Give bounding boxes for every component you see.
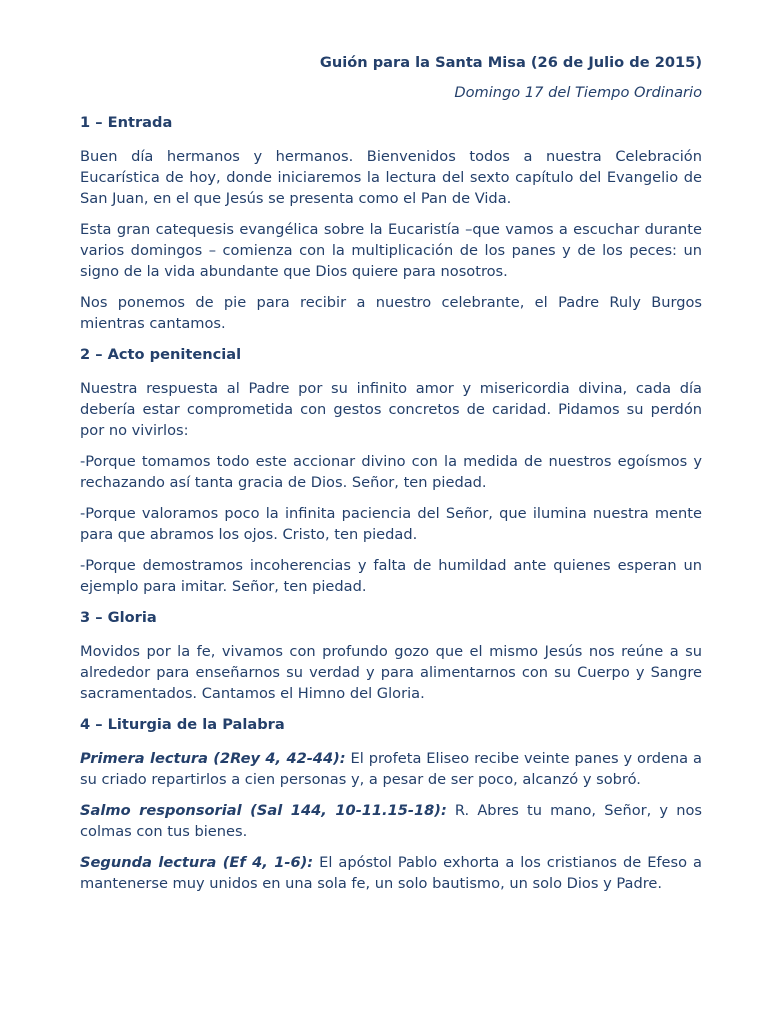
section-heading: 4 – Liturgia de la Palabra xyxy=(80,716,285,733)
reading-lead: Primera lectura (2Rey 4, 42-44): xyxy=(80,750,346,767)
paragraph: Buen día hermanos y hermanos. Bienvenidos todos a nuestra Celebración Eucarística de hoy, donde iniciaremos la lectura del sexto capítulo del Evangelio de San Juan, en el que Jesús se presenta como el Pan de Vida. xyxy=(80,148,702,207)
reading-segunda-lectura xyxy=(80,852,702,894)
reading-lead: Salmo responsorial (Sal 144, 10-11.15-18): xyxy=(80,802,447,819)
section-heading: 2 – Acto penitencial xyxy=(80,346,242,363)
paragraph: Nos ponemos de pie para recibir a nuestro celebrante, el Padre Ruly Burgos mientras cantamos. xyxy=(80,294,702,332)
section-heading: 3 – Gloria xyxy=(80,609,157,626)
section-heading: 1 – Entrada xyxy=(80,114,173,131)
reading-lead: Segunda lectura (Ef 4, 1-6): xyxy=(80,854,314,871)
reading-primera-lectura xyxy=(80,748,702,790)
section-acto-penitencial xyxy=(80,344,702,597)
paragraph: Esta gran catequesis evangélica sobre la Eucaristía –que vamos a escuchar durante varios domingos – comienza con la multiplicación de los panes y de los peces: un signo de la vida abundante que Dios quiere para nosotros. xyxy=(80,221,702,280)
reading-text: El profeta Eliseo recibe veinte panes y ordena a su criado repartirlos a cien personas y, a pesar de ser poco, alcanzó y sobró. xyxy=(80,750,702,788)
section-liturgia-palabra xyxy=(80,714,702,894)
paragraph: Nuestra respuesta al Padre por su infinito amor y misericordia divina, cada día debería estar comprometida con gestos concretos de caridad. Pidamos su perdón por no vivirlos: xyxy=(80,380,702,439)
section-entrada xyxy=(80,112,702,334)
reading-text: El apóstol Pablo exhorta a los cristianos de Efeso a mantenerse muy unidos en una sola fe, un solo bautismo, un solo Dios y Padre. xyxy=(80,854,702,892)
paragraph: Movidos por la fe, vivamos con profundo gozo que el mismo Jesús nos reúne a su alrededor para enseñarnos su verdad y para alimentarnos con su Cuerpo y Sangre sacramentados. Cantamos el Himno del Gloria. xyxy=(80,643,702,702)
document-subtitle: Domingo 17 del Tiempo Ordinario xyxy=(454,84,702,101)
section-gloria xyxy=(80,607,702,704)
document-title: Guión para la Santa Misa (26 de Julio de 2015) xyxy=(319,54,702,71)
paragraph: -Porque demostramos incoherencias y falta de humildad ante quienes esperan un ejemplo para imitar. Señor, ten piedad. xyxy=(80,557,702,595)
paragraph: -Porque valoramos poco la infinita paciencia del Señor, que ilumina nuestra mente para que abramos los ojos. Cristo, ten piedad. xyxy=(80,505,702,543)
paragraph: -Porque tomamos todo este accionar divino con la medida de nuestros egoísmos y rechazando así tanta gracia de Dios. Señor, ten piedad. xyxy=(80,453,702,491)
reading-text: R. Abres tu mano, Señor, y nos colmas con tus bienes. xyxy=(80,802,702,840)
reading-salmo-responsorial xyxy=(80,800,702,842)
